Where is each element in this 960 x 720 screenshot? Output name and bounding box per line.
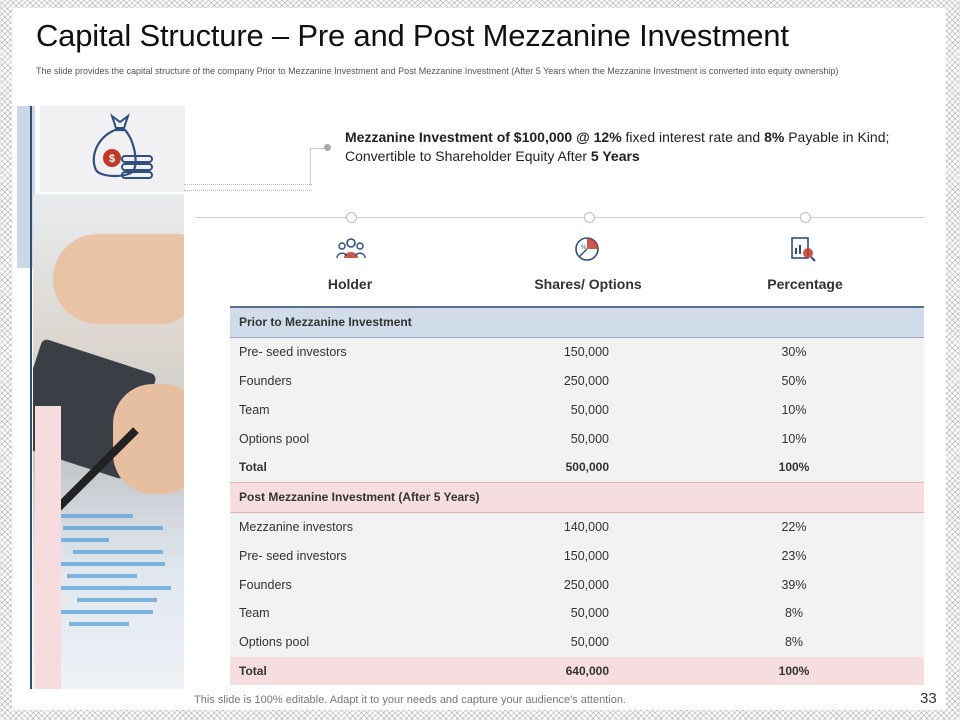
- column-header-percentage: Percentage: [767, 276, 843, 292]
- shares-cell: 50,000: [489, 599, 609, 628]
- total-row-post: [230, 657, 924, 686]
- holder-cell: Options pool: [230, 628, 489, 657]
- table-row: [230, 541, 924, 570]
- table-row: [230, 512, 924, 541]
- total-label: Total: [230, 453, 489, 482]
- percentage-cell: 39%: [609, 570, 924, 599]
- holder-cell: Pre- seed investors: [230, 337, 489, 366]
- percentage-cell: 30%: [609, 337, 924, 366]
- shares-cell: 250,000: [489, 367, 609, 396]
- percentage-cell: 22%: [609, 512, 924, 541]
- table-row: [230, 628, 924, 657]
- section-label-pre: Prior to Mezzanine Investment: [230, 307, 924, 337]
- headline-part1: Mezzanine Investment of $100,000 @ 12%: [345, 129, 622, 145]
- icon-panel: [40, 106, 185, 192]
- timeline-line: [195, 217, 925, 218]
- footer-note: This slide is 100% editable. Adapt it to your needs and capture your audience's attention.: [194, 694, 626, 706]
- money-bag-coins-icon: [82, 112, 162, 186]
- svg-text:$: $: [108, 153, 116, 165]
- table-row: [230, 395, 924, 424]
- shares-cell: 50,000: [489, 424, 609, 453]
- total-percentage: 100%: [609, 453, 924, 482]
- total-shares: 500,000: [489, 453, 609, 482]
- section-row-pre: [230, 307, 924, 337]
- report-magnifier-icon: [788, 234, 818, 264]
- total-percentage: 100%: [609, 657, 924, 686]
- timeline-dot-shares: [584, 212, 595, 223]
- headline-part2: fixed interest rate and: [621, 129, 765, 145]
- headline-part5: 5 Years: [590, 148, 640, 164]
- shares-cell: 140,000: [489, 512, 609, 541]
- holder-cell: Options pool: [230, 424, 489, 453]
- slide: [12, 8, 946, 710]
- group-people-icon: [336, 234, 366, 264]
- connector-line: [310, 148, 325, 186]
- shares-cell: 150,000: [489, 541, 609, 570]
- total-label: Total: [230, 657, 489, 686]
- percentage-cell: 50%: [609, 367, 924, 396]
- headline-part3: 8%: [764, 129, 785, 145]
- page-title: Capital Structure – Pre and Post Mezzanine Investment: [36, 18, 789, 53]
- svg-text:%: %: [581, 245, 587, 251]
- total-shares: 640,000: [489, 657, 609, 686]
- investment-headline: [345, 128, 915, 166]
- page-subtitle: The slide provides the capital structure of the company Prior to Mezzanine Investment and Post Mezzanine Investment (After 5 Years when the Mezzanine Investment is converted into equity ownership): [36, 66, 839, 76]
- column-header-holder: Holder: [327, 276, 373, 292]
- table-row: [230, 337, 924, 366]
- percentage-cell: 8%: [609, 599, 924, 628]
- headline-part4: Payable in Kind; Convertible to Shareholder Equity After: [345, 129, 890, 164]
- timeline-dot-percentage: [800, 212, 811, 223]
- holder-cell: Mezzanine investors: [230, 512, 489, 541]
- table-row: [230, 367, 924, 396]
- holder-cell: Founders: [230, 570, 489, 599]
- decorative-dotted-line: [184, 184, 312, 191]
- percentage-cell: 10%: [609, 395, 924, 424]
- page-number: 33: [920, 690, 937, 707]
- total-row-pre: [230, 453, 924, 482]
- connector-dot: [324, 144, 331, 151]
- section-label-post: Post Mezzanine Investment (After 5 Years): [230, 482, 924, 512]
- shares-cell: 50,000: [489, 395, 609, 424]
- holder-cell: Team: [230, 395, 489, 424]
- decorative-pink-bar: [35, 406, 61, 689]
- photo-hand: [53, 234, 184, 324]
- timeline-dot-holder: [346, 212, 357, 223]
- percentage-cell: 8%: [609, 628, 924, 657]
- photo-chart: [43, 504, 183, 664]
- column-header-shares: Shares/ Options: [534, 276, 642, 292]
- shares-cell: 150,000: [489, 337, 609, 366]
- section-row-post: [230, 482, 924, 512]
- pie-chart-icon: [572, 234, 602, 264]
- table-row: [230, 570, 924, 599]
- decorative-navy-line: [30, 106, 32, 689]
- percentage-cell: 23%: [609, 541, 924, 570]
- capital-structure-table: [230, 306, 924, 685]
- holder-cell: Founders: [230, 367, 489, 396]
- holder-cell: Team: [230, 599, 489, 628]
- table-row: [230, 424, 924, 453]
- percentage-cell: 10%: [609, 424, 924, 453]
- shares-cell: 50,000: [489, 628, 609, 657]
- holder-cell: Pre- seed investors: [230, 541, 489, 570]
- table-row: [230, 599, 924, 628]
- shares-cell: 250,000: [489, 570, 609, 599]
